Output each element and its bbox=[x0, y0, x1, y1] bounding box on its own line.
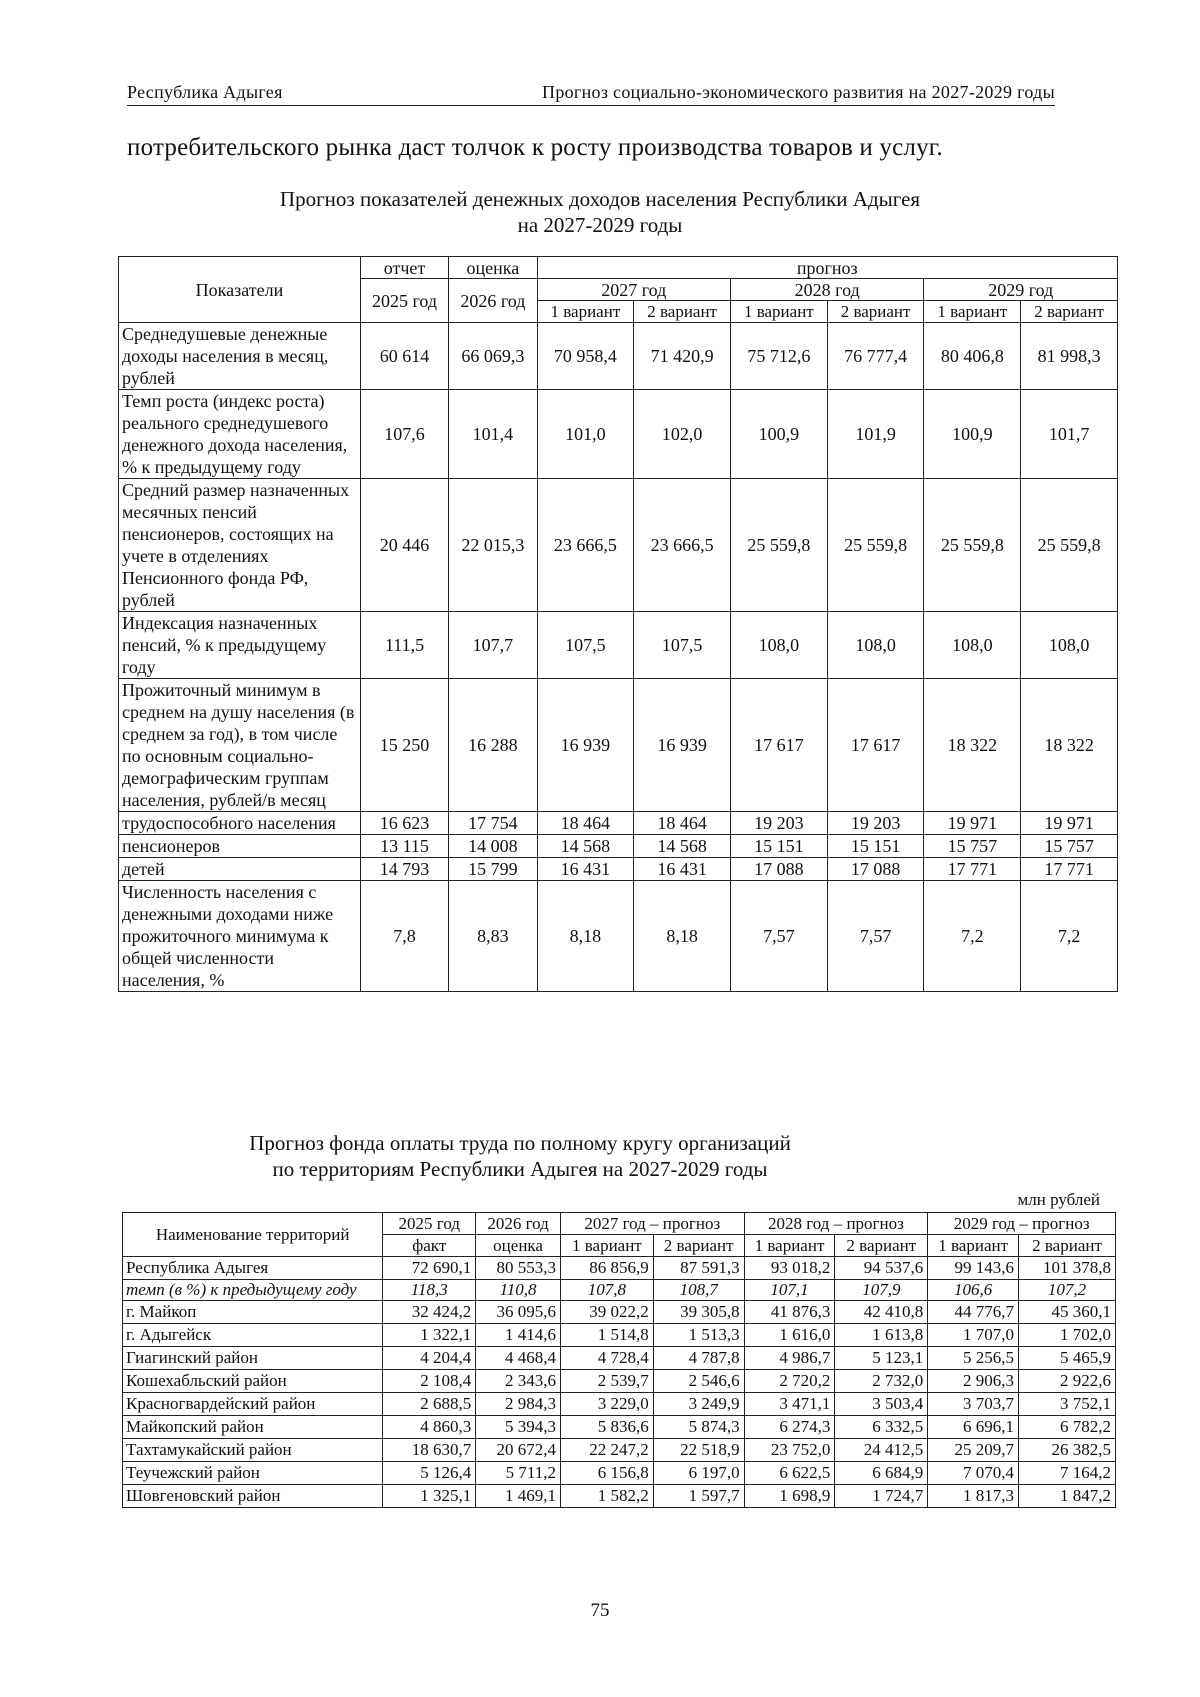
value-cell: 17 088 bbox=[827, 858, 924, 881]
row-label: Средний размер назначенных месячных пенсий пенсионеров, состоящих на учете в отделениях Пенсионного фонда РФ, рублей bbox=[119, 479, 361, 612]
territory-label: Майкопский район bbox=[123, 1416, 383, 1439]
value-cell: 5 465,9 bbox=[1019, 1347, 1116, 1370]
table-row bbox=[119, 881, 1118, 992]
value-cell: 19 971 bbox=[1021, 812, 1118, 835]
col-2027-v1: 1 вариант bbox=[560, 1235, 653, 1257]
value-cell: 7,2 bbox=[924, 881, 1021, 992]
territory-label: Тахтамукайский район bbox=[123, 1439, 383, 1462]
value-cell: 25 209,7 bbox=[928, 1439, 1019, 1462]
value-cell: 66 069,3 bbox=[449, 323, 537, 390]
value-cell: 1 469,1 bbox=[476, 1485, 561, 1508]
table2-unit: млн рублей bbox=[1017, 1190, 1100, 1209]
territory-label: Гиагинский район bbox=[123, 1347, 383, 1370]
value-cell: 23 752,0 bbox=[744, 1439, 835, 1462]
value-cell: 2 343,6 bbox=[476, 1370, 561, 1393]
value-cell: 18 630,7 bbox=[383, 1439, 476, 1462]
value-cell: 15 151 bbox=[730, 835, 827, 858]
value-cell: 4 468,4 bbox=[476, 1347, 561, 1370]
col-2027: 2027 год bbox=[537, 279, 730, 301]
value-cell: 25 559,8 bbox=[827, 479, 924, 612]
value-cell: 107,6 bbox=[360, 390, 448, 479]
value-cell: 2 546,6 bbox=[653, 1370, 744, 1393]
value-cell: 3 503,4 bbox=[835, 1393, 928, 1416]
value-cell: 16 431 bbox=[537, 858, 634, 881]
value-cell: 1 707,0 bbox=[928, 1324, 1019, 1347]
col-2029-v2: 2 вариант bbox=[1021, 301, 1118, 323]
table-row bbox=[119, 612, 1118, 679]
table-row bbox=[123, 1439, 1116, 1462]
col-2027-v1: 1 вариант bbox=[537, 301, 634, 323]
payroll-fund-table bbox=[122, 1212, 1116, 1508]
value-cell: 1 414,6 bbox=[476, 1324, 561, 1347]
col-2029: 2029 год – прогноз bbox=[928, 1213, 1116, 1235]
col-indicators: Показатели bbox=[119, 257, 361, 323]
table-row bbox=[123, 1301, 1116, 1324]
value-cell: 107,5 bbox=[537, 612, 634, 679]
value-cell: 107,2 bbox=[1019, 1280, 1116, 1301]
value-cell: 70 958,4 bbox=[537, 323, 634, 390]
table-row bbox=[123, 1393, 1116, 1416]
value-cell: 18 464 bbox=[634, 812, 731, 835]
value-cell: 22 247,2 bbox=[560, 1439, 653, 1462]
value-cell: 4 204,4 bbox=[383, 1347, 476, 1370]
col-2028-v1: 1 вариант bbox=[730, 301, 827, 323]
value-cell: 107,7 bbox=[449, 612, 537, 679]
value-cell: 14 568 bbox=[537, 835, 634, 858]
value-cell: 108,0 bbox=[1021, 612, 1118, 679]
value-cell: 1 322,1 bbox=[383, 1324, 476, 1347]
table-row bbox=[123, 1347, 1116, 1370]
value-cell: 42 410,8 bbox=[835, 1301, 928, 1324]
row-label: Темп роста (индекс роста) реального среднедушевого денежного дохода населения, % к предыдущему году bbox=[119, 390, 361, 479]
col-2028-v1: 1 вариант bbox=[744, 1235, 835, 1257]
territory-label: Красногвардейский район bbox=[123, 1393, 383, 1416]
value-cell: 15 151 bbox=[827, 835, 924, 858]
value-cell: 23 666,5 bbox=[537, 479, 634, 612]
value-cell: 6 684,9 bbox=[835, 1462, 928, 1485]
value-cell: 7,57 bbox=[827, 881, 924, 992]
value-cell: 13 115 bbox=[360, 835, 448, 858]
value-cell: 6 156,8 bbox=[560, 1462, 653, 1485]
value-cell: 16 431 bbox=[634, 858, 731, 881]
value-cell: 3 471,1 bbox=[744, 1393, 835, 1416]
value-cell: 5 874,3 bbox=[653, 1416, 744, 1439]
value-cell: 108,0 bbox=[730, 612, 827, 679]
value-cell: 1 597,7 bbox=[653, 1485, 744, 1508]
value-cell: 76 777,4 bbox=[827, 323, 924, 390]
row-label: трудоспособного населения bbox=[119, 812, 361, 835]
value-cell: 15 799 bbox=[449, 858, 537, 881]
value-cell: 107,8 bbox=[560, 1280, 653, 1301]
value-cell: 94 537,6 bbox=[835, 1257, 928, 1280]
value-cell: 20 446 bbox=[360, 479, 448, 612]
value-cell: 1 514,8 bbox=[560, 1324, 653, 1347]
value-cell: 1 513,3 bbox=[653, 1324, 744, 1347]
value-cell: 5 711,2 bbox=[476, 1462, 561, 1485]
value-cell: 106,6 bbox=[928, 1280, 1019, 1301]
value-cell: 17 754 bbox=[449, 812, 537, 835]
value-cell: 17 771 bbox=[924, 858, 1021, 881]
value-cell: 3 703,7 bbox=[928, 1393, 1019, 1416]
value-cell: 6 197,0 bbox=[653, 1462, 744, 1485]
value-cell: 1 847,2 bbox=[1019, 1485, 1116, 1508]
table-row bbox=[119, 323, 1118, 390]
value-cell: 100,9 bbox=[730, 390, 827, 479]
value-cell: 7 164,2 bbox=[1019, 1462, 1116, 1485]
value-cell: 17 617 bbox=[730, 679, 827, 812]
territory-label: г. Адыгейск bbox=[123, 1324, 383, 1347]
value-cell: 108,0 bbox=[924, 612, 1021, 679]
value-cell: 4 860,3 bbox=[383, 1416, 476, 1439]
value-cell: 18 322 bbox=[924, 679, 1021, 812]
value-cell: 71 420,9 bbox=[634, 323, 731, 390]
col-2029-v1: 1 вариант bbox=[924, 301, 1021, 323]
value-cell: 108,7 bbox=[653, 1280, 744, 1301]
value-cell: 2 720,2 bbox=[744, 1370, 835, 1393]
value-cell: 1 325,1 bbox=[383, 1485, 476, 1508]
col-territory: Наименование территорий bbox=[123, 1213, 383, 1257]
value-cell: 8,18 bbox=[537, 881, 634, 992]
value-cell: 44 776,7 bbox=[928, 1301, 1019, 1324]
value-cell: 2 922,6 bbox=[1019, 1370, 1116, 1393]
value-cell: 99 143,6 bbox=[928, 1257, 1019, 1280]
value-cell: 6 782,2 bbox=[1019, 1416, 1116, 1439]
value-cell: 5 836,6 bbox=[560, 1416, 653, 1439]
value-cell: 72 690,1 bbox=[383, 1257, 476, 1280]
value-cell: 32 424,2 bbox=[383, 1301, 476, 1324]
value-cell: 107,5 bbox=[634, 612, 731, 679]
value-cell: 17 617 bbox=[827, 679, 924, 812]
value-cell: 5 394,3 bbox=[476, 1416, 561, 1439]
table1-caption-line1: Прогноз показателей денежных доходов населения Республики Адыгея bbox=[279, 187, 921, 211]
table2-caption-line1: Прогноз фонда оплаты труда по полному кругу организаций bbox=[249, 1131, 791, 1155]
value-cell: 3 249,9 bbox=[653, 1393, 744, 1416]
value-cell: 26 382,5 bbox=[1019, 1439, 1116, 1462]
value-cell: 16 939 bbox=[634, 679, 731, 812]
lead-paragraph: потребительского рынка даст толчок к росту производства товаров и услуг. bbox=[127, 134, 943, 161]
value-cell: 16 939 bbox=[537, 679, 634, 812]
col-2028: 2028 год bbox=[730, 279, 923, 301]
table-row bbox=[123, 1324, 1116, 1347]
col-prognoz: прогноз bbox=[537, 257, 1117, 279]
value-cell: 2 539,7 bbox=[560, 1370, 653, 1393]
value-cell: 101,4 bbox=[449, 390, 537, 479]
header-title: Прогноз социально-экономического развития на 2027-2029 годы bbox=[542, 82, 1055, 102]
row-label: Численность населения с денежными доходами ниже прожиточного минимума к общей численности населения, % bbox=[119, 881, 361, 992]
value-cell: 81 998,3 bbox=[1021, 323, 1118, 390]
table-row bbox=[119, 858, 1118, 881]
col-2028: 2028 год – прогноз bbox=[744, 1213, 928, 1235]
value-cell: 111,5 bbox=[360, 612, 448, 679]
col-2026: 2026 год bbox=[476, 1213, 561, 1235]
territory-label: г. Майкоп bbox=[123, 1301, 383, 1324]
value-cell: 2 906,3 bbox=[928, 1370, 1019, 1393]
value-cell: 14 008 bbox=[449, 835, 537, 858]
territory-label: Кошехабльский район bbox=[123, 1370, 383, 1393]
value-cell: 4 728,4 bbox=[560, 1347, 653, 1370]
value-cell: 15 250 bbox=[360, 679, 448, 812]
value-cell: 6 332,5 bbox=[835, 1416, 928, 1439]
value-cell: 4 787,8 bbox=[653, 1347, 744, 1370]
value-cell: 101 378,8 bbox=[1019, 1257, 1116, 1280]
value-cell: 39 305,8 bbox=[653, 1301, 744, 1324]
value-cell: 5 126,4 bbox=[383, 1462, 476, 1485]
value-cell: 5 123,1 bbox=[835, 1347, 928, 1370]
value-cell: 1 698,9 bbox=[744, 1485, 835, 1508]
value-cell: 41 876,3 bbox=[744, 1301, 835, 1324]
income-forecast-table bbox=[118, 256, 1118, 992]
table-row bbox=[119, 679, 1118, 812]
value-cell: 25 559,8 bbox=[730, 479, 827, 612]
value-cell: 16 288 bbox=[449, 679, 537, 812]
value-cell: 1 616,0 bbox=[744, 1324, 835, 1347]
col-2028-v2: 2 вариант bbox=[835, 1235, 928, 1257]
value-cell: 20 672,4 bbox=[476, 1439, 561, 1462]
value-cell: 15 757 bbox=[924, 835, 1021, 858]
col-2027-v2: 2 вариант bbox=[634, 301, 731, 323]
table-row bbox=[123, 1280, 1116, 1301]
value-cell: 3 752,1 bbox=[1019, 1393, 1116, 1416]
value-cell: 93 018,2 bbox=[744, 1257, 835, 1280]
value-cell: 1 817,3 bbox=[928, 1485, 1019, 1508]
table2-caption bbox=[110, 1130, 930, 1182]
value-cell: 16 623 bbox=[360, 812, 448, 835]
value-cell: 15 757 bbox=[1021, 835, 1118, 858]
value-cell: 2 108,4 bbox=[383, 1370, 476, 1393]
value-cell: 39 022,2 bbox=[560, 1301, 653, 1324]
value-cell: 6 696,1 bbox=[928, 1416, 1019, 1439]
col-2029-v2: 2 вариант bbox=[1019, 1235, 1116, 1257]
value-cell: 6 622,5 bbox=[744, 1462, 835, 1485]
value-cell: 17 771 bbox=[1021, 858, 1118, 881]
header-region: Республика Адыгея bbox=[127, 82, 283, 102]
value-cell: 1 582,2 bbox=[560, 1485, 653, 1508]
col-2029: 2029 год bbox=[924, 279, 1118, 301]
value-cell: 23 666,5 bbox=[634, 479, 731, 612]
value-cell: 1 613,8 bbox=[835, 1324, 928, 1347]
value-cell: 2 732,0 bbox=[835, 1370, 928, 1393]
value-cell: 80 553,3 bbox=[476, 1257, 561, 1280]
value-cell: 5 256,5 bbox=[928, 1347, 1019, 1370]
value-cell: 60 614 bbox=[360, 323, 448, 390]
table1-caption bbox=[120, 186, 1080, 238]
row-label: пенсионеров bbox=[119, 835, 361, 858]
table1-caption-line2: на 2027-2029 годы bbox=[517, 213, 683, 237]
territory-label: Шовгеновский район bbox=[123, 1485, 383, 1508]
value-cell: 1 702,0 bbox=[1019, 1324, 1116, 1347]
value-cell: 7,57 bbox=[730, 881, 827, 992]
value-cell: 87 591,3 bbox=[653, 1257, 744, 1280]
value-cell: 100,9 bbox=[924, 390, 1021, 479]
value-cell: 75 712,6 bbox=[730, 323, 827, 390]
value-cell: 22 015,3 bbox=[449, 479, 537, 612]
value-cell: 1 724,7 bbox=[835, 1485, 928, 1508]
row-label: детей bbox=[119, 858, 361, 881]
row-label: Индексация назначенных пенсий, % к предыдущему году bbox=[119, 612, 361, 679]
territory-label: Республика Адыгея bbox=[123, 1257, 383, 1280]
value-cell: 4 986,7 bbox=[744, 1347, 835, 1370]
value-cell: 22 518,9 bbox=[653, 1439, 744, 1462]
value-cell: 14 793 bbox=[360, 858, 448, 881]
table-row bbox=[123, 1485, 1116, 1508]
value-cell: 7,2 bbox=[1021, 881, 1118, 992]
value-cell: 7,8 bbox=[360, 881, 448, 992]
value-cell: 18 322 bbox=[1021, 679, 1118, 812]
value-cell: 24 412,5 bbox=[835, 1439, 928, 1462]
table-row bbox=[119, 479, 1118, 612]
value-cell: 2 984,3 bbox=[476, 1393, 561, 1416]
col-2025: 2025 год bbox=[383, 1213, 476, 1235]
col-2026: 2026 год bbox=[449, 279, 537, 323]
value-cell: 101,7 bbox=[1021, 390, 1118, 479]
territory-label: темп (в %) к предыдущему году bbox=[123, 1280, 383, 1301]
value-cell: 3 229,0 bbox=[560, 1393, 653, 1416]
table-row bbox=[123, 1370, 1116, 1393]
value-cell: 17 088 bbox=[730, 858, 827, 881]
table-row bbox=[123, 1462, 1116, 1485]
value-cell: 7 070,4 bbox=[928, 1462, 1019, 1485]
value-cell: 19 971 bbox=[924, 812, 1021, 835]
value-cell: 8,18 bbox=[634, 881, 731, 992]
table-row bbox=[119, 835, 1118, 858]
col-2027: 2027 год – прогноз bbox=[560, 1213, 744, 1235]
value-cell: 2 688,5 bbox=[383, 1393, 476, 1416]
col-2028-v2: 2 вариант bbox=[827, 301, 924, 323]
table-row bbox=[123, 1257, 1116, 1280]
col-2029-v1: 1 вариант bbox=[928, 1235, 1019, 1257]
value-cell: 45 360,1 bbox=[1019, 1301, 1116, 1324]
row-label: Прожиточный минимум в среднем на душу населения (в среднем за год), в том числе по основным социально-демографическим группам населения, рублей/в месяц bbox=[119, 679, 361, 812]
col-2027-v2: 2 вариант bbox=[653, 1235, 744, 1257]
value-cell: 19 203 bbox=[730, 812, 827, 835]
col-otchet: отчет bbox=[360, 257, 448, 279]
value-cell: 25 559,8 bbox=[1021, 479, 1118, 612]
value-cell: 6 274,3 bbox=[744, 1416, 835, 1439]
col-otsenka: оценка bbox=[449, 257, 537, 279]
value-cell: 110,8 bbox=[476, 1280, 561, 1301]
value-cell: 108,0 bbox=[827, 612, 924, 679]
value-cell: 107,9 bbox=[835, 1280, 928, 1301]
table-row bbox=[123, 1416, 1116, 1439]
value-cell: 18 464 bbox=[537, 812, 634, 835]
value-cell: 101,0 bbox=[537, 390, 634, 479]
territory-label: Теучежский район bbox=[123, 1462, 383, 1485]
value-cell: 86 856,9 bbox=[560, 1257, 653, 1280]
value-cell: 8,83 bbox=[449, 881, 537, 992]
value-cell: 102,0 bbox=[634, 390, 731, 479]
col-otsenka: оценка bbox=[476, 1235, 561, 1257]
col-2025: 2025 год bbox=[360, 279, 448, 323]
table2-caption-line2: по территориям Республики Адыгея на 2027-2029 годы bbox=[272, 1157, 768, 1181]
value-cell: 19 203 bbox=[827, 812, 924, 835]
col-fakt: факт bbox=[383, 1235, 476, 1257]
value-cell: 25 559,8 bbox=[924, 479, 1021, 612]
page-number: 75 bbox=[590, 1600, 610, 1621]
table-row bbox=[119, 812, 1118, 835]
page-header bbox=[127, 82, 1055, 106]
value-cell: 107,1 bbox=[744, 1280, 835, 1301]
value-cell: 118,3 bbox=[383, 1280, 476, 1301]
table-row bbox=[119, 390, 1118, 479]
value-cell: 14 568 bbox=[634, 835, 731, 858]
value-cell: 80 406,8 bbox=[924, 323, 1021, 390]
value-cell: 36 095,6 bbox=[476, 1301, 561, 1324]
row-label: Среднедушевые денежные доходы населения в месяц, рублей bbox=[119, 323, 361, 390]
value-cell: 101,9 bbox=[827, 390, 924, 479]
